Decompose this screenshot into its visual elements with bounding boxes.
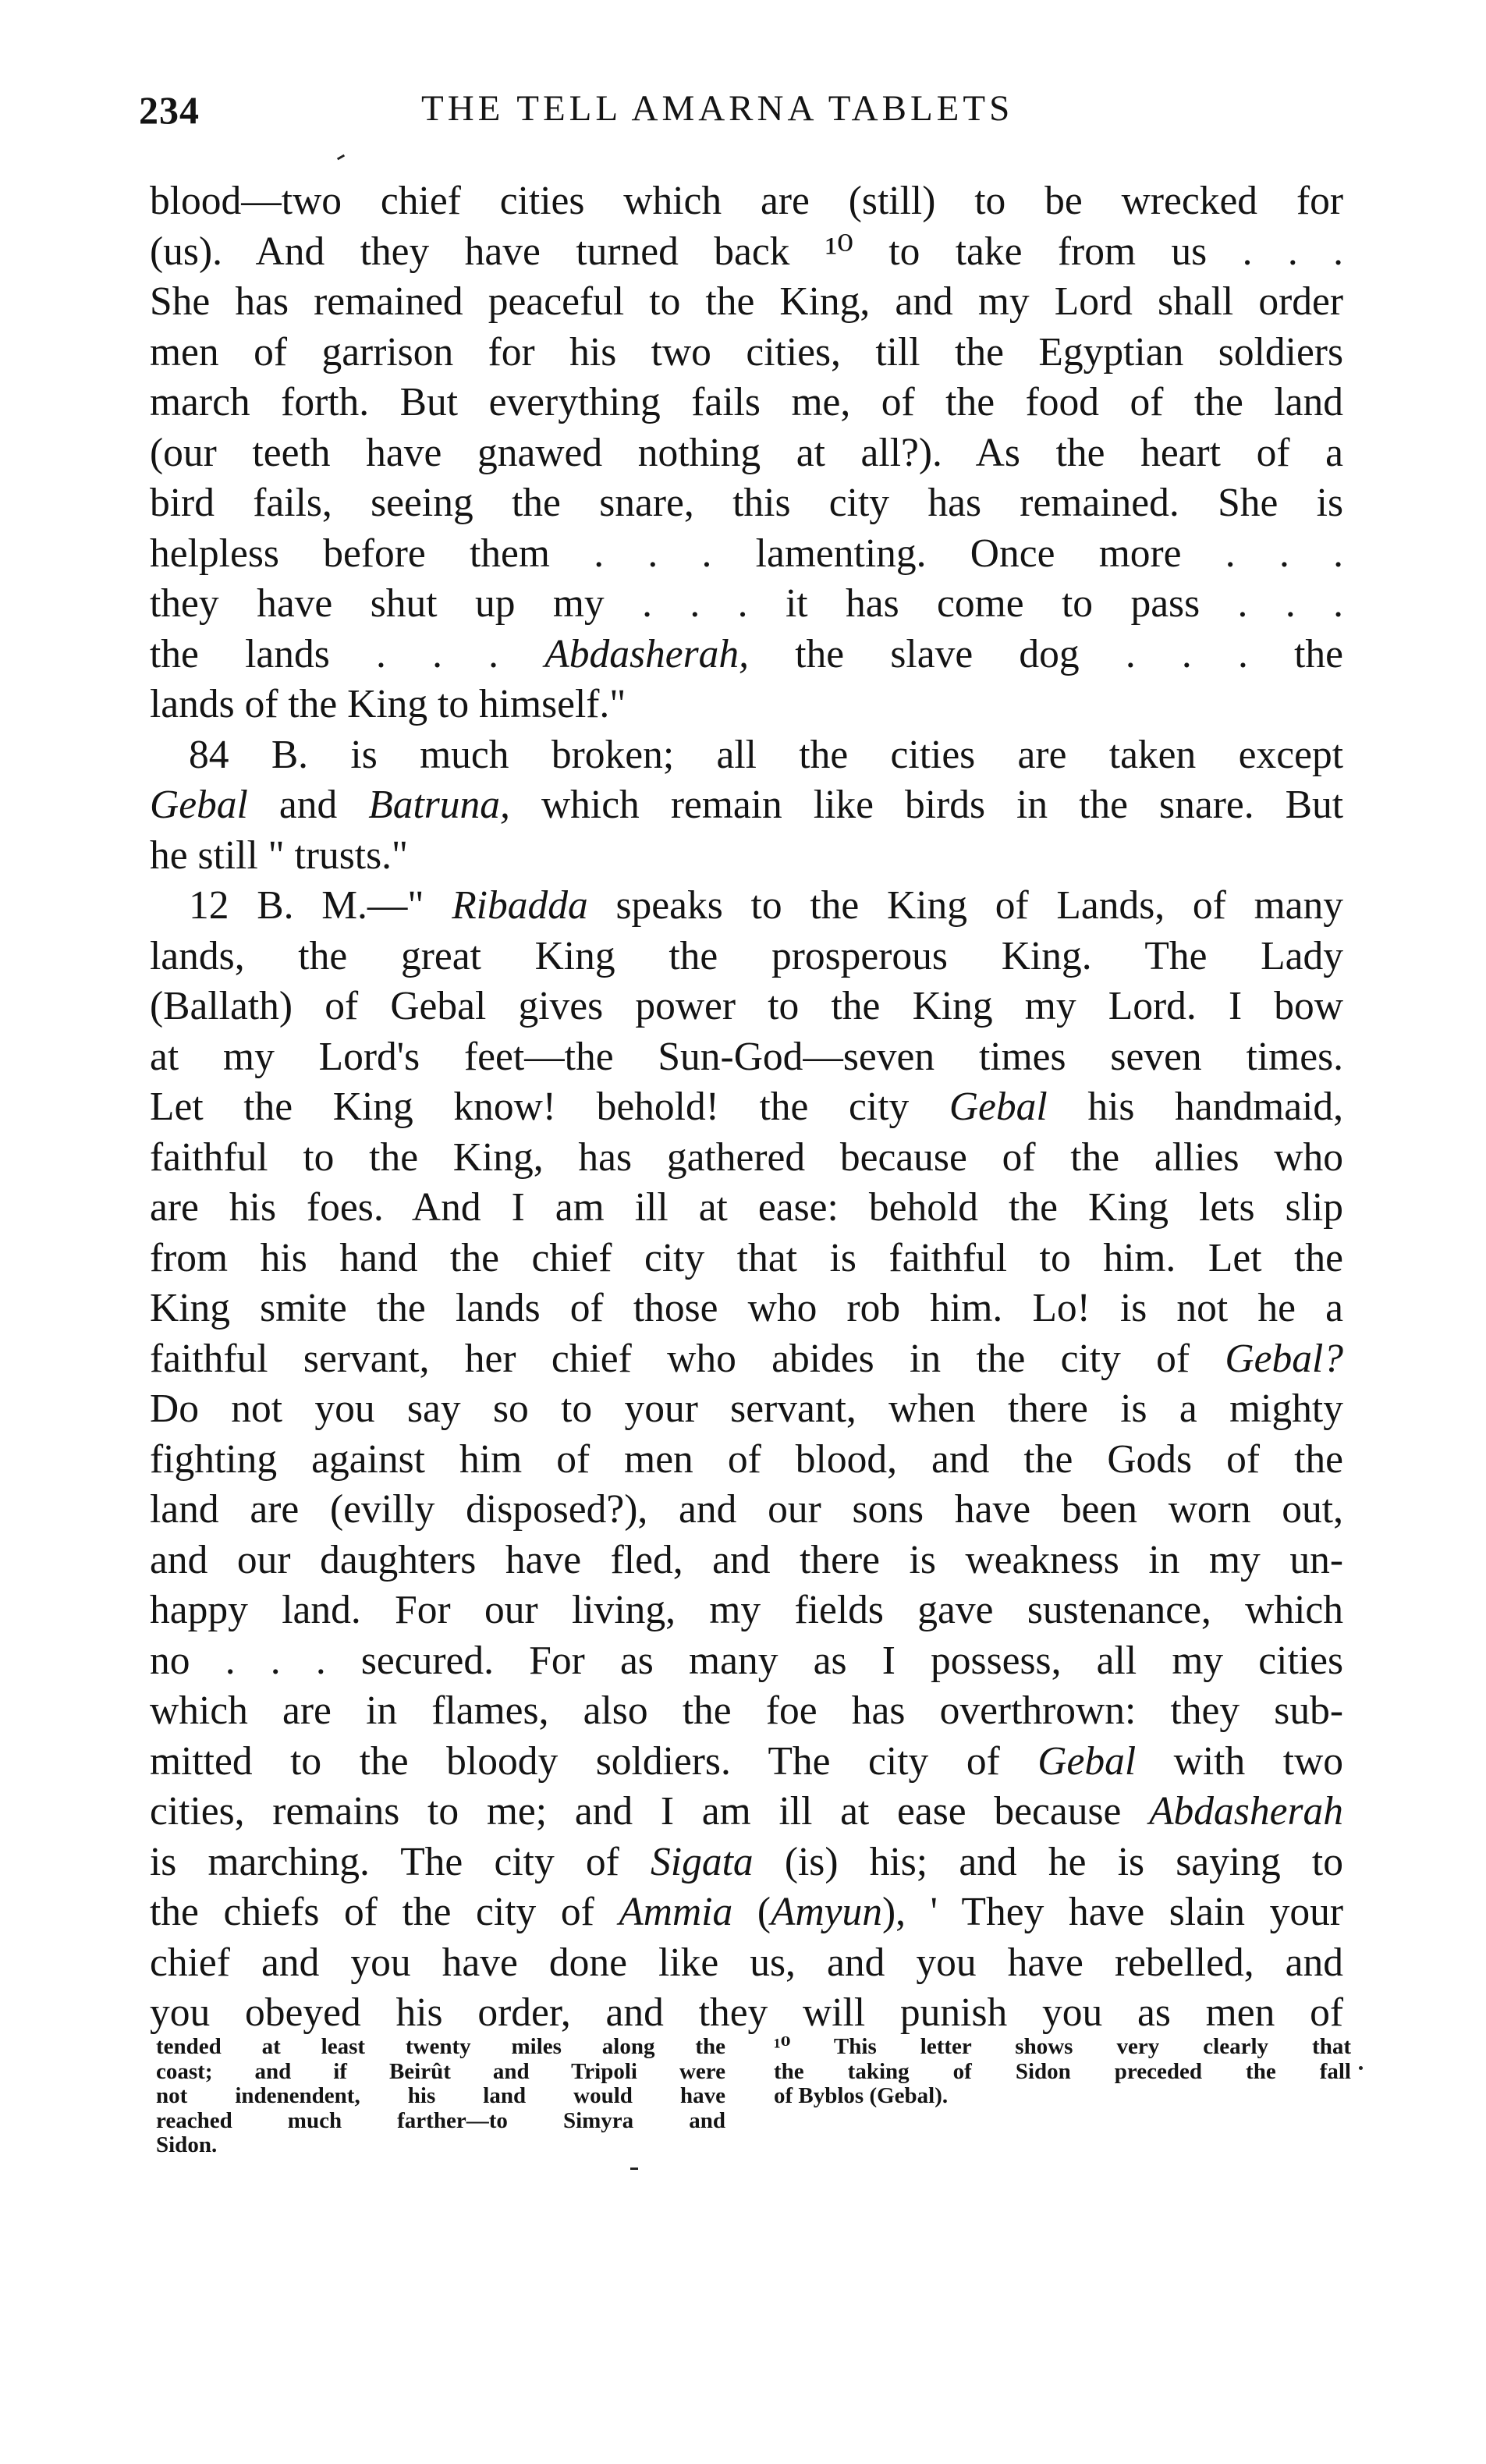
text-line [150, 630, 1343, 680]
text-line: at my Lord's feet—the Sun-God—seven times seven times. [150, 1034, 1343, 1079]
text-segment: is marching. The city of [150, 1839, 651, 1884]
text-line [150, 1787, 1343, 1837]
text-line: he still " trusts." [150, 833, 409, 878]
text-line: men of garrison for his two cities, till the Egyptian soldiers [150, 329, 1343, 375]
footnote-line: coast; and if Beirût and Tripoli were [156, 2058, 725, 2084]
text-line: 84 B. is much broken; all the cities are taken except [189, 732, 1343, 777]
italic-name: Batruna, [368, 783, 510, 827]
footnote-line: the taking of Sidon preceded the fall [774, 2058, 1351, 2084]
text-line: from his hand the chief city that is faithful to him. Let the [150, 1235, 1343, 1280]
text-line: bird fails, seeing the snare, this city has remained. She is [150, 481, 1343, 525]
italic-name: Sigata [651, 1839, 754, 1884]
text-line: fighting against him of men of blood, and the Gods of the [150, 1436, 1343, 1482]
italic-name: Amyun [771, 1890, 883, 1934]
text-line: which are in flames, also the foe has overthrown: they sub- [150, 1688, 1343, 1733]
text-line [150, 1837, 1343, 1888]
text-segment: the lands . . . [150, 631, 545, 676]
footnote-line: reached much farther—to Simyra and [156, 2107, 725, 2133]
text-line: chief and you have done like us, and you have rebelled, and [150, 1940, 1343, 1985]
text-segment: with two [1136, 1738, 1344, 1784]
stray-mark [337, 154, 345, 161]
text-line [150, 1737, 1343, 1788]
page-number: 234 [139, 88, 200, 132]
stray-mark [1359, 2066, 1363, 2070]
text-segment: the chiefs of the city of [150, 1890, 619, 1934]
text-line: (our teeth have gnawed nothing at all?). As the heart of a [150, 430, 1343, 475]
stray-mark [630, 2168, 638, 2170]
text-line: happy land. For our living, my fields gave sustenance, which [150, 1588, 1343, 1632]
text-line: no . . . secured. For as many as I possess, all my cities [150, 1638, 1343, 1683]
text-segment: Let the King know! behold! the city [150, 1085, 949, 1129]
footnote-line: ¹⁰ This letter shows very clearly that [774, 2034, 1351, 2059]
text-segment: cities, remains to me; and I am ill at ease because [150, 1789, 1150, 1834]
text-line [150, 1082, 1343, 1133]
text-line [150, 780, 1343, 831]
text-segment: and [247, 783, 369, 827]
text-line: march forth. But everything fails me, of the food of the land [150, 380, 1343, 424]
text-segment: which remain like birds in the snare. But [509, 783, 1344, 827]
italic-name: Abdasherah, [544, 631, 750, 676]
text-segment: mitted to the bloody soldiers. The city of [150, 1738, 1038, 1784]
text-line [150, 1334, 1343, 1385]
text-line: blood—two chief cities which are (still) to be wrecked for [150, 179, 1343, 223]
italic-name: Gebal [150, 783, 248, 827]
text-segment: his handmaid, [1047, 1085, 1343, 1129]
text-line: are his foes. And I am ill at ease: behold the King lets slip [150, 1185, 1343, 1230]
italic-name: Gebal [1037, 1738, 1137, 1784]
text-segment: ), ' They have slain your [882, 1890, 1344, 1934]
footnote-line: Sidon. [156, 2132, 218, 2157]
text-line: King smite the lands of those who rob him. Lo! is not he a [150, 1286, 1343, 1330]
main-text [150, 176, 1343, 2039]
italic-name: Ribadda [452, 883, 588, 928]
footnote-line: of Byblos (Gebal). [774, 2083, 949, 2108]
italic-name: Abdasherah [1149, 1789, 1343, 1834]
footnote-10 [774, 2035, 1351, 2109]
text-segment: speaks to the King of Lands, of many [587, 883, 1343, 928]
text-line: and our daughters have fled, and there is weakness in my un- [150, 1537, 1343, 1582]
text-segment: the slave dog . . . the [749, 631, 1343, 676]
text-line: they have shut up my . . . it has come to pass . . . [150, 581, 1343, 626]
footnote-line: tended at least twenty miles along the [156, 2034, 725, 2059]
footnote-line: not indenendent, his land would have [156, 2083, 725, 2108]
footnote-continued [156, 2035, 725, 2158]
text-line: land are (evilly disposed?), and our sons have been worn out, [150, 1487, 1343, 1532]
text-line: (us). And they have turned back ¹⁰ to take from us . . . [150, 229, 1343, 274]
italic-name: Gebal [949, 1085, 1048, 1129]
text-segment: ( [732, 1890, 771, 1934]
text-line: helpless before them . . . lamenting. Once more . . . [150, 531, 1343, 576]
text-line: you obeyed his order, and they will punish you as men of [150, 1990, 1343, 2035]
italic-name: Ammia [619, 1890, 733, 1934]
text-line: lands, the great King the prosperous King. The Lady [150, 933, 1343, 978]
text-line: (Ballath) of Gebal gives power to the King my Lord. I bow [150, 984, 1343, 1028]
text-line: Do not you say so to your servant, when there is a mighty [150, 1386, 1343, 1431]
running-head [0, 87, 1486, 142]
text-line [150, 1887, 1343, 1938]
text-line [150, 881, 1343, 932]
text-segment: faithful servant, her chief who abides in the city of [150, 1336, 1225, 1381]
text-line: faithful to the King, has gathered because of the allies who [150, 1134, 1343, 1180]
text-line: lands of the King to himself." [150, 682, 626, 726]
text-line: She has remained peaceful to the King, and my Lord shall order [150, 279, 1343, 324]
italic-name: Gebal? [1225, 1336, 1343, 1381]
text-segment: 12 B. M.—" [189, 883, 452, 928]
running-title: THE TELL AMARNA TABLETS [421, 88, 1014, 129]
text-segment: (is) his; and he is saying to [753, 1839, 1343, 1884]
